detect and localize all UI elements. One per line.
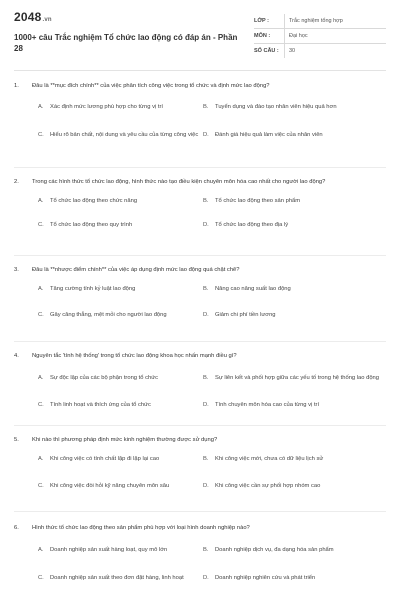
question-body: Khi nào thì phương pháp định mức kinh nghiệm thường được sử dụng? <box>32 437 218 443</box>
meta-value: 30 <box>289 48 296 54</box>
question-4 <box>14 342 386 426</box>
question-body: Đâu là **nhược điểm chính** của việc áp dụng định mức lao động quá chặt chẽ? <box>32 267 240 273</box>
option-c[interactable] <box>14 214 203 238</box>
question-number: 5. <box>14 437 19 443</box>
question-1 <box>14 80 386 168</box>
meta-value: Đại học <box>289 33 308 39</box>
option-a[interactable] <box>14 278 203 302</box>
option-text: Sự liên kết và phối hợp giữa các yếu tố trong hệ thống lao động <box>215 375 379 382</box>
option-d[interactable] <box>203 472 386 502</box>
option-d[interactable] <box>203 566 386 592</box>
option-b[interactable] <box>203 536 386 566</box>
option-text: Doanh nghiệp dịch vụ, đa dạng hóa sản phẩm <box>215 547 334 554</box>
meta-label: SỐ CÂU : <box>254 48 279 54</box>
option-text: Tổ chức lao động theo địa lý <box>215 222 289 229</box>
site-logo[interactable] <box>14 10 52 24</box>
option-text: Tính chuyên môn hóa cao của từng vị trí <box>215 402 320 409</box>
option-letter: B. <box>203 198 209 205</box>
option-letter: C. <box>38 483 44 490</box>
question-body: Nguyên tắc 'tính hệ thống' trong tổ chức lao động khoa học nhấn mạnh điều gì? <box>32 353 237 359</box>
option-text: Sự độc lập của các bộ phận trong tổ chức <box>50 375 158 382</box>
option-text: Nâng cao năng suất lao động <box>215 286 291 293</box>
option-d[interactable] <box>203 394 386 418</box>
option-grid <box>14 278 386 330</box>
question-3 <box>14 256 386 342</box>
page-title: 1000+ câu Trắc nghiệm Tổ chức lao động có đáp án - Phần 28 <box>14 33 238 53</box>
option-letter: A. <box>38 375 44 382</box>
option-a[interactable] <box>14 536 203 566</box>
meta-row-class <box>254 14 386 29</box>
question-5 <box>14 426 386 512</box>
option-text: Khi công việc cần sự phối hợp nhóm cao <box>215 483 321 490</box>
meta-separator <box>284 14 285 28</box>
question-body: Trong các hình thức tổ chức lao động, hình thức nào tạo điều kiện chuyên môn hóa cao nhất cho người lao động? <box>32 179 326 185</box>
question-text <box>14 352 386 360</box>
option-d[interactable] <box>203 214 386 238</box>
question-6 <box>14 512 386 604</box>
option-text: Tổ chức lao động theo quy trình <box>50 222 133 229</box>
option-a[interactable] <box>14 190 203 214</box>
option-c[interactable] <box>14 472 203 502</box>
option-text: Doanh nghiệp sản xuất theo đơn đặt hàng, linh hoạt <box>50 575 184 582</box>
question-number: 3. <box>14 267 19 273</box>
option-d[interactable] <box>203 122 386 150</box>
option-letter: B. <box>203 286 209 293</box>
question-2 <box>14 168 386 256</box>
question-text <box>14 524 386 532</box>
option-letter: C. <box>38 312 44 319</box>
meta-label: LỚP : <box>254 18 269 24</box>
option-letter: C. <box>38 402 44 409</box>
option-b[interactable] <box>203 448 386 472</box>
option-letter: D. <box>203 132 209 139</box>
option-letter: D. <box>203 402 209 409</box>
option-grid <box>14 448 386 502</box>
option-letter: D. <box>203 222 209 229</box>
option-text: Hiểu rõ bản chất, nội dung và yêu cầu của từng công việc <box>50 132 199 139</box>
header-divider <box>14 70 386 71</box>
option-b[interactable] <box>203 364 386 394</box>
option-text: Khi công việc có tính chất lặp đi lặp lại cao <box>50 456 160 463</box>
option-text: Giảm chi phí tiền lương <box>215 312 276 319</box>
question-text <box>14 436 386 444</box>
question-text <box>14 82 386 90</box>
meta-value: Trắc nghiệm tổng hợp <box>289 18 343 24</box>
meta-label: MÔN : <box>254 33 271 39</box>
question-text <box>14 266 386 274</box>
option-letter: D. <box>203 312 209 319</box>
option-letter: A. <box>38 456 44 463</box>
option-b[interactable] <box>203 190 386 214</box>
logo-suffix: .vn <box>42 17 52 23</box>
question-number: 2. <box>14 179 19 185</box>
option-grid <box>14 94 386 150</box>
option-letter: A. <box>38 286 44 293</box>
question-body: Hình thức tổ chức lao động theo sản phẩm phù hợp với loại hình doanh nghiệp nào? <box>32 525 250 531</box>
option-text: Đánh giá hiệu quả làm việc của nhân viên <box>215 132 323 139</box>
option-c[interactable] <box>14 122 203 150</box>
option-text: Khi công việc đòi hỏi kỹ năng chuyên môn sâu <box>50 483 170 490</box>
question-text <box>14 178 386 186</box>
option-text: Gây căng thẳng, mệt mỏi cho người lao động <box>50 312 167 319</box>
meta-row-count <box>254 44 386 58</box>
question-body: Đâu là **mục đích chính** của việc phân tích công việc trong tổ chức và định mức lao động? <box>32 83 270 89</box>
option-a[interactable] <box>14 448 203 472</box>
option-d[interactable] <box>203 302 386 330</box>
option-b[interactable] <box>203 94 386 122</box>
logo-name: 2048 <box>14 10 42 24</box>
option-letter: B. <box>203 456 209 463</box>
option-text: Tính linh hoạt và thích ứng của tổ chức <box>50 402 151 409</box>
option-letter: A. <box>38 104 44 111</box>
option-c[interactable] <box>14 302 203 330</box>
option-b[interactable] <box>203 278 386 302</box>
option-letter: B. <box>203 547 209 554</box>
option-letter: C. <box>38 222 44 229</box>
option-a[interactable] <box>14 94 203 122</box>
option-letter: A. <box>38 198 44 205</box>
option-letter: C. <box>38 575 44 582</box>
option-text: Tổ chức lao động theo chức năng <box>50 198 138 205</box>
option-grid <box>14 536 386 592</box>
option-letter: D. <box>203 575 209 582</box>
option-letter: B. <box>203 104 209 111</box>
meta-separator <box>284 44 285 58</box>
option-c[interactable] <box>14 566 203 592</box>
option-letter: B. <box>203 375 209 382</box>
option-grid <box>14 364 386 418</box>
meta-separator <box>284 29 285 43</box>
option-letter: C. <box>38 132 44 139</box>
question-list <box>14 80 386 604</box>
option-text: Xác định mức lương phù hợp cho từng vị trí <box>50 104 164 111</box>
option-text: Tuyển dụng và đào tạo nhân viên hiệu quả hơn <box>215 104 337 111</box>
option-letter: A. <box>38 547 44 554</box>
option-text: Tổ chức lao động theo sản phẩm <box>215 198 301 205</box>
option-letter: D. <box>203 483 209 490</box>
option-text: Doanh nghiệp nghiên cứu và phát triển <box>215 575 316 582</box>
header <box>0 0 400 58</box>
question-number: 6. <box>14 525 19 531</box>
option-a[interactable] <box>14 364 203 394</box>
option-text: Tăng cường tính kỷ luật lao động <box>50 286 136 293</box>
meta-table <box>254 14 386 58</box>
option-c[interactable] <box>14 394 203 418</box>
option-text: Doanh nghiệp sản xuất hàng loạt, quy mô lớn <box>50 547 168 554</box>
option-text: Khi công việc mới, chưa có dữ liệu lịch sử <box>215 456 324 463</box>
option-grid <box>14 190 386 238</box>
meta-row-subject <box>254 29 386 44</box>
question-number: 1. <box>14 83 19 89</box>
question-number: 4. <box>14 353 19 359</box>
